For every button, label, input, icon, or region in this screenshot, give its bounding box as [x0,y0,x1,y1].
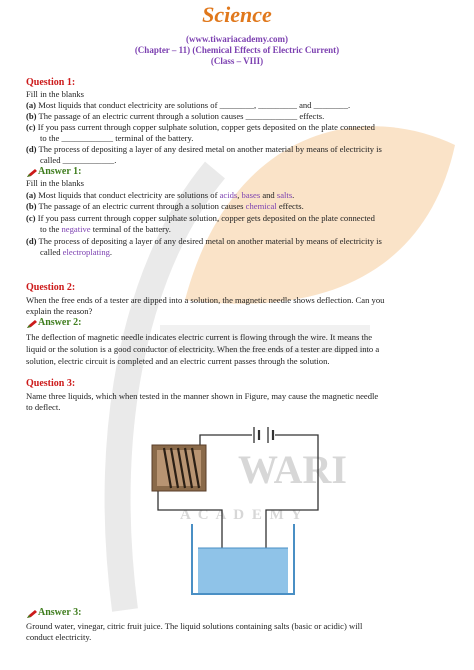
item-text: Most liquids that conduct electricity are solutions of ________, _________ and ________. [38,100,351,110]
answer-word: electroplating [62,247,110,257]
answer-1-item-c [26,213,450,224]
circuit-tester-figure [140,420,330,595]
question-1-item-c [26,122,450,133]
question-3-heading: Question 3: [26,378,76,389]
item-label: (c) [26,122,36,132]
pen-icon [26,169,37,178]
punct: . [292,190,295,200]
question-2-line: When the free ends of a tester are dipped into a solution, the magnetic needle shows deflection. Can you [26,295,385,305]
item-text: effects. [276,201,304,211]
item-label: (b) [26,201,37,211]
question-1-item-b [26,111,450,122]
answer-2-line: The deflection of magnetic needle indicates electric current is flowing through the wire. It means the [26,332,373,342]
pen-icon [26,320,37,329]
answer-1-item-c-cont [40,224,464,235]
answer-word: chemical [245,201,277,211]
item-text: The process of depositing a layer of any desired metal on another material by means of electricity is [38,144,382,154]
answer-2-heading: Answer 2: [38,317,82,328]
conjunction: and [260,190,277,200]
question-1-item-a [26,100,450,111]
answer-2-line: solution, electric circuit is completed and an electric current passes through the solution. [26,356,330,366]
item-label: (a) [26,190,37,200]
answer-3-line: conduct electricity. [26,632,92,642]
answer-word: salts [276,190,293,200]
answer-1-intro: Fill in the blanks [26,178,85,188]
answer-2-line: liquid or the solution is a good conductor of electricity. When the free ends of a tester are dipped into a [26,344,380,354]
item-label: (d) [26,236,37,246]
class-label: (Class – VIII) [210,56,264,66]
question-1-heading: Question 1: [26,77,76,88]
answer-3-line: Ground water, vinegar, citric fruit juice. The liquid solutions containing salts (basic or acidic) will [26,621,363,631]
item-label: (c) [26,213,36,223]
item-text: to the [40,224,62,234]
question-1-intro: Fill in the blanks [26,89,85,99]
item-text: The process of depositing a layer of any desired metal on another material by means of electricity is [38,236,382,246]
website-link[interactable]: (www.tiwariacademy.com) [186,34,288,44]
punct: , [237,190,242,200]
item-text: . [109,247,113,257]
question-3-line: Name three liquids, which when tested in the manner shown in Figure, may cause the magnetic needle [26,391,379,401]
chapter-title: (Chapter – 11) (Chemical Effects of Electric Current) [134,45,340,55]
answer-1-heading: Answer 1: [38,166,82,177]
pen-icon [26,610,37,619]
item-text: called [40,247,63,257]
question-1-item-d [26,144,450,155]
answer-1-item-a [26,190,450,201]
item-label: (d) [26,144,37,154]
item-text: If you pass current through copper sulphate solution, copper gets deposited on the plate connected [37,213,375,223]
answer-3-heading: Answer 3: [38,607,82,618]
item-text: If you pass current through copper sulphate solution, copper gets deposited on the plate connected [37,122,375,132]
watermark-subword: A C A D E M Y [180,507,304,523]
item-text: terminal of the battery. [90,224,171,234]
answer-word: negative [61,224,91,234]
item-label: (a) [26,100,37,110]
question-1-item-c-cont: to the ____________ terminal of the battery. [40,133,194,143]
answer-1-item-b [26,201,450,212]
answer-word: acids [219,190,238,200]
question-3-line: to deflect. [26,402,61,412]
answer-1-item-d [26,236,450,247]
item-label: (b) [26,111,37,121]
answer-1-item-d-cont [40,247,464,258]
item-text: Most liquids that conduct electricity are solutions of [38,190,220,200]
page-title: Science [202,2,272,27]
watermark-word: WARI [238,447,347,492]
item-text: The passage of an electric current through a solution causes ____________ effects. [38,111,325,121]
question-2-line: explain the reason? [26,306,93,316]
answer-word: bases [241,190,261,200]
question-2-heading: Question 2: [26,282,76,293]
item-text: The passage of an electric current through a solution causes [38,201,246,211]
question-1-item-d-cont: called ____________. [40,155,117,165]
